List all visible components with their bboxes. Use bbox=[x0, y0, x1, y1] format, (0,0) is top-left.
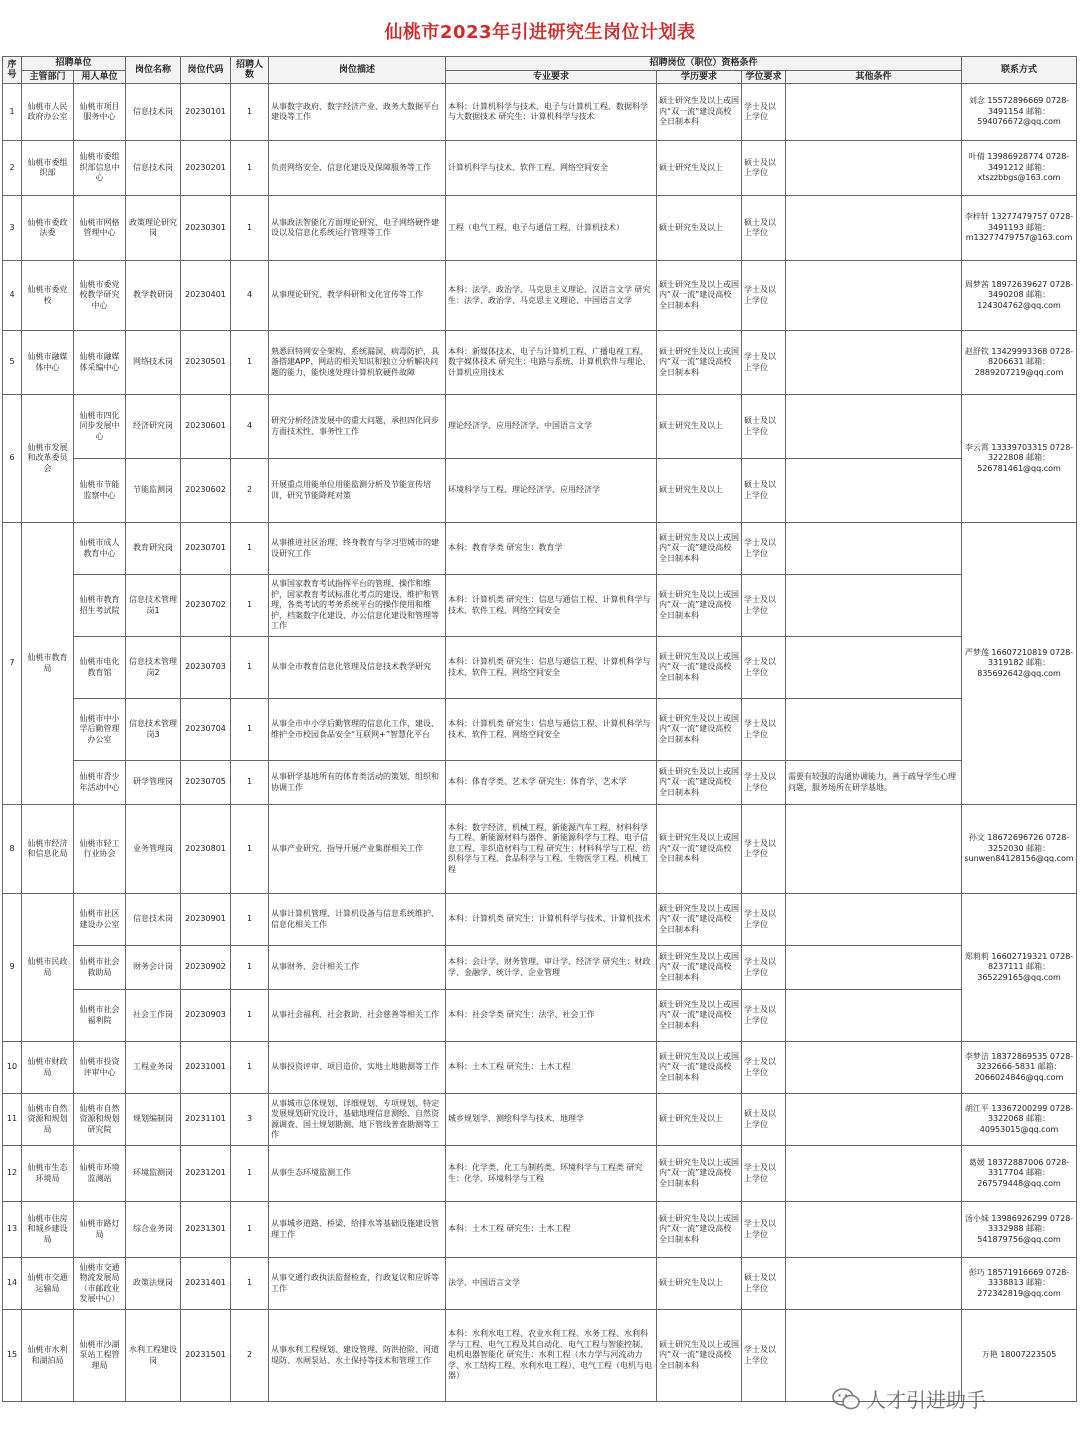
other-cell bbox=[786, 990, 962, 1042]
seq-cell: 13 bbox=[3, 1202, 22, 1258]
employer-cell: 仙桃市教育招生考试院 bbox=[74, 575, 126, 637]
dept-cell: 仙桃市人民政府办公室 bbox=[22, 84, 74, 141]
header-other: 其他条件 bbox=[786, 70, 962, 84]
major-cell: 城乡规划学、测绘科学与技术、地理学 bbox=[446, 1094, 657, 1146]
degree-cell: 学士及以上学位 bbox=[742, 261, 786, 331]
count-cell: 1 bbox=[231, 331, 269, 395]
count-cell: 4 bbox=[231, 261, 269, 331]
post-name-cell: 信息技术管理岗3 bbox=[126, 699, 181, 761]
employer-cell: 仙桃市自然资源和规划研究院 bbox=[74, 1094, 126, 1146]
other-cell bbox=[786, 1258, 962, 1310]
count-cell: 1 bbox=[231, 637, 269, 699]
employer-cell: 仙桃市投资评审中心 bbox=[74, 1042, 126, 1094]
edu-cell: 硕士研究生及以上或国内“双一流”建设高校全日制本科 bbox=[657, 1202, 742, 1258]
post-name-cell: 环境监测岗 bbox=[126, 1146, 181, 1202]
other-cell bbox=[786, 261, 962, 331]
post-name-cell: 水利工程建设岗 bbox=[126, 1310, 181, 1402]
edu-cell: 硕士研究生及以上或国内“双一流”建设高校全日制本科 bbox=[657, 523, 742, 575]
seq-cell: 2 bbox=[3, 141, 22, 196]
major-cell: 理论经济学、应用经济学、中国语言文学 bbox=[446, 395, 657, 459]
post-name-cell: 政策理论研究岗 bbox=[126, 196, 181, 261]
degree-cell: 硕士及以上学位 bbox=[742, 141, 786, 196]
degree-cell: 学士及以上学位 bbox=[742, 990, 786, 1042]
contact-cell: 彭巧 18571916669 0728-3338813 邮箱：272342819@qq.com bbox=[962, 1258, 1077, 1310]
degree-cell: 硕士及以上学位 bbox=[742, 196, 786, 261]
post-code-cell: 20231501 bbox=[181, 1310, 231, 1402]
contact-cell: 汤小妹 13986926299 0728-3332988 邮箱：541879756@qq.com bbox=[962, 1202, 1077, 1258]
table-row bbox=[3, 699, 1077, 761]
post-name-cell: 信息技术岗 bbox=[126, 84, 181, 141]
employer-cell: 仙桃市路灯局 bbox=[74, 1202, 126, 1258]
employer-cell: 仙桃市轻工行业协会 bbox=[74, 805, 126, 894]
dept-cell: 仙桃市自然资源和规划局 bbox=[22, 1094, 74, 1146]
degree-cell: 学士及以上学位 bbox=[742, 84, 786, 141]
count-cell: 1 bbox=[231, 196, 269, 261]
desc-cell: 从事城市总体规划、详细规划、专项规划、特定发展规划研究设计，基础地理信息测绘、自然资源调查、国土规划勘测、地下管线普查勘测等工作 bbox=[269, 1094, 446, 1146]
seq-cell: 7 bbox=[3, 523, 22, 805]
dept-cell: 仙桃市委政法委 bbox=[22, 196, 74, 261]
post-name-cell: 综合业务岗 bbox=[126, 1202, 181, 1258]
other-cell bbox=[786, 1094, 962, 1146]
other-cell bbox=[786, 141, 962, 196]
desc-cell: 从事社会福利、社会救助、社会慈善等相关工作 bbox=[269, 990, 446, 1042]
seq-cell: 1 bbox=[3, 84, 22, 141]
dept-cell: 仙桃市生态环境局 bbox=[22, 1146, 74, 1202]
dept-cell: 仙桃市教育局 bbox=[22, 523, 74, 805]
table-row bbox=[3, 894, 1077, 946]
post-name-cell: 信息技术管理岗1 bbox=[126, 575, 181, 637]
desc-cell: 从事产业研究、指导开展产业集群相关工作 bbox=[269, 805, 446, 894]
edu-cell: 硕士研究生及以上或国内“双一流”建设高校全日制本科 bbox=[657, 261, 742, 331]
header-major: 专业要求 bbox=[446, 70, 657, 84]
employer-cell: 仙桃市交通物流发展局（市邮政业发展中心） bbox=[74, 1258, 126, 1310]
post-name-cell: 教育研究岗 bbox=[126, 523, 181, 575]
major-cell: 本科：计算机类 研究生：信息与通信工程、计算机科学与技术、软件工程、网络空间安全 bbox=[446, 637, 657, 699]
major-cell: 本科：法学、政治学、马克思主义理论、汉语言文学 研究生：法学、政治学、马克思主义理论、中国语言文学 bbox=[446, 261, 657, 331]
dept-cell: 仙桃市住房和城乡建设局 bbox=[22, 1202, 74, 1258]
desc-cell: 从事全市教育信息化管理及信息技术教学研究 bbox=[269, 637, 446, 699]
desc-cell: 从事交通行政执法监督检查，行政复议和应诉等工作 bbox=[269, 1258, 446, 1310]
other-cell bbox=[786, 699, 962, 761]
count-cell: 2 bbox=[231, 1310, 269, 1402]
employer-cell: 仙桃市中小学后勤管理办公室 bbox=[74, 699, 126, 761]
header-dept: 主管部门 bbox=[22, 70, 74, 84]
degree-cell: 学士及以上学位 bbox=[742, 1310, 786, 1402]
major-cell: 本科：计算机类 研究生：计算机科学与技术、计算机技术 bbox=[446, 894, 657, 946]
seq-cell: 5 bbox=[3, 331, 22, 395]
employer-cell: 仙桃市环境监测站 bbox=[74, 1146, 126, 1202]
post-code-cell: 20230902 bbox=[181, 946, 231, 990]
edu-cell: 硕士研究生及以上 bbox=[657, 141, 742, 196]
edu-cell: 硕士研究生及以上或国内“双一流”建设高校全日制本科 bbox=[657, 1146, 742, 1202]
degree-cell: 学士及以上学位 bbox=[742, 1146, 786, 1202]
count-cell: 2 bbox=[231, 459, 269, 523]
edu-cell: 硕士研究生及以上或国内“双一流”建设高校全日制本科 bbox=[657, 990, 742, 1042]
dept-cell: 仙桃市发展和改革委员会 bbox=[22, 395, 74, 523]
dept-cell: 仙桃市委党校 bbox=[22, 261, 74, 331]
desc-cell: 从事理论研究、教学科研和文化宣传等工作 bbox=[269, 261, 446, 331]
header-req-group: 招聘岗位（职位）资格条件 bbox=[446, 57, 962, 71]
degree-cell: 学士及以上学位 bbox=[742, 946, 786, 990]
edu-cell: 硕士研究生及以上或国内“双一流”建设高校全日制本科 bbox=[657, 699, 742, 761]
count-cell: 1 bbox=[231, 699, 269, 761]
watermark bbox=[832, 1384, 986, 1413]
count-cell: 1 bbox=[231, 990, 269, 1042]
post-code-cell: 20231401 bbox=[181, 1258, 231, 1310]
desc-cell: 从事全市中小学后勤管理的信息化工作，建设、维护全市校园食品安全“互联网+”智慧化平台 bbox=[269, 699, 446, 761]
header-contact: 联系方式 bbox=[962, 57, 1077, 84]
table-row bbox=[3, 1258, 1077, 1310]
desc-cell: 从事城乡道路、桥梁、给排水等基础设施建设管理工作 bbox=[269, 1202, 446, 1258]
employer-cell: 仙桃市电化教育馆 bbox=[74, 637, 126, 699]
employer-cell: 仙桃市委党校教学研究中心 bbox=[74, 261, 126, 331]
major-cell: 计算机科学与技术、软件工程、网络空间安全 bbox=[446, 141, 657, 196]
count-cell: 1 bbox=[231, 523, 269, 575]
header-desc: 岗位描述 bbox=[269, 57, 446, 84]
employer-cell: 仙桃市网格管理中心 bbox=[74, 196, 126, 261]
degree-cell: 学士及以上学位 bbox=[742, 805, 786, 894]
major-cell: 环境科学与工程、理论经济学、应用经济学 bbox=[446, 459, 657, 523]
post-code-cell: 20230703 bbox=[181, 637, 231, 699]
seq-cell: 4 bbox=[3, 261, 22, 331]
employer-cell: 仙桃市融媒体采编中心 bbox=[74, 331, 126, 395]
major-cell: 本科：化学类、化工与制药类、环境科学与工程类 研究生：化学、环境科学与工程 bbox=[446, 1146, 657, 1202]
desc-cell: 从事财务、会计相关工作 bbox=[269, 946, 446, 990]
contact-cell: 叶倩 13986928774 0728-3491212 邮箱：xtszzbbgs@163.com bbox=[962, 141, 1077, 196]
post-code-cell: 20230401 bbox=[181, 261, 231, 331]
contact-cell: 赵舒钦 13429993368 0728-8206631 邮箱：2889207219@qq.com bbox=[962, 331, 1077, 395]
dept-cell: 仙桃市经济和信息化局 bbox=[22, 805, 74, 894]
desc-cell: 开展重点用能单位用能监测分析及节能宣传培训，研究节能降耗对策 bbox=[269, 459, 446, 523]
dept-cell: 仙桃市民政局 bbox=[22, 894, 74, 1042]
page-title: 仙桃市2023年引进研究生岗位计划表 bbox=[384, 22, 696, 43]
edu-cell: 硕士研究生及以上 bbox=[657, 459, 742, 523]
contact-cell: 胡江平 13367200299 0728-3322068 邮箱：40953015@qq.com bbox=[962, 1094, 1077, 1146]
desc-cell: 研究分析经济发展中的重大问题，承担四化同步方面技术性、事务性工作 bbox=[269, 395, 446, 459]
contact-cell: 李梦洁 18372869535 0728-3232666-5831 邮箱：2066024846@qq.com bbox=[962, 1042, 1077, 1094]
table-row bbox=[3, 1042, 1077, 1094]
contact-cell: 严梦莲 16607210819 0728-3319182 邮箱：835692642@qq.com bbox=[962, 523, 1077, 805]
post-name-cell: 节能监测岗 bbox=[126, 459, 181, 523]
dept-cell: 仙桃市财政局 bbox=[22, 1042, 74, 1094]
header-seq: 序号 bbox=[3, 57, 22, 84]
other-cell bbox=[786, 459, 962, 523]
seq-cell: 3 bbox=[3, 196, 22, 261]
employer-cell: 仙桃市沙湖泵站工程管理局 bbox=[74, 1310, 126, 1402]
count-cell: 1 bbox=[231, 1042, 269, 1094]
edu-cell: 硕士研究生及以上 bbox=[657, 196, 742, 261]
employer-cell: 仙桃市青少年活动中心 bbox=[74, 761, 126, 805]
degree-cell: 硕士及以上学位 bbox=[742, 459, 786, 523]
employer-cell: 仙桃市委组织部信息中心 bbox=[74, 141, 126, 196]
table-row bbox=[3, 459, 1077, 523]
desc-cell: 从事数字政府、数字经济产业、政务大数据平台建设等工作 bbox=[269, 84, 446, 141]
post-name-cell: 信息技术岗 bbox=[126, 141, 181, 196]
major-cell: 本科：计算机类 研究生：信息与通信工程、计算机科学与技术、软件工程、网络空间安全 bbox=[446, 699, 657, 761]
seq-cell: 12 bbox=[3, 1146, 22, 1202]
wechat-icon bbox=[832, 1388, 860, 1410]
count-cell: 1 bbox=[231, 894, 269, 946]
other-cell bbox=[786, 894, 962, 946]
other-cell bbox=[786, 84, 962, 141]
post-name-cell: 业务管理岗 bbox=[126, 805, 181, 894]
post-code-cell: 20230301 bbox=[181, 196, 231, 261]
degree-cell: 学士及以上学位 bbox=[742, 637, 786, 699]
employer-cell: 仙桃市社会福利院 bbox=[74, 990, 126, 1042]
header-employer: 用人单位 bbox=[74, 70, 126, 84]
employer-cell: 仙桃市社会救助局 bbox=[74, 946, 126, 990]
post-name-cell: 信息技术管理岗2 bbox=[126, 637, 181, 699]
other-cell: 需要有较强的沟通协调能力，善于疏导学生心理问题，服务场所在研学基地。 bbox=[786, 761, 962, 805]
post-code-cell: 20231001 bbox=[181, 1042, 231, 1094]
degree-cell: 学士及以上学位 bbox=[742, 761, 786, 805]
post-name-cell: 财务会计岗 bbox=[126, 946, 181, 990]
employer-cell: 仙桃市节能监察中心 bbox=[74, 459, 126, 523]
other-cell bbox=[786, 523, 962, 575]
major-cell: 本科：土木工程 研究生：土木工程 bbox=[446, 1202, 657, 1258]
edu-cell: 硕士研究生及以上或国内“双一流”建设高校全日制本科 bbox=[657, 1310, 742, 1402]
edu-cell: 硕士研究生及以上或国内“双一流”建设高校全日制本科 bbox=[657, 1042, 742, 1094]
degree-cell: 学士及以上学位 bbox=[742, 1202, 786, 1258]
table-row bbox=[3, 761, 1077, 805]
other-cell bbox=[786, 946, 962, 990]
degree-cell: 硕士及以上学位 bbox=[742, 1094, 786, 1146]
header-edu: 学历要求 bbox=[657, 70, 742, 84]
table-row bbox=[3, 1146, 1077, 1202]
post-name-cell: 研学管理岗 bbox=[126, 761, 181, 805]
post-name-cell: 规划编制岗 bbox=[126, 1094, 181, 1146]
table-row bbox=[3, 395, 1077, 459]
post-code-cell: 20230901 bbox=[181, 894, 231, 946]
post-name-cell: 工程业务岗 bbox=[126, 1042, 181, 1094]
major-cell: 本科：社会学类 研究生：法学、社会工作 bbox=[446, 990, 657, 1042]
post-name-cell: 经济研究岗 bbox=[126, 395, 181, 459]
table-row bbox=[3, 1094, 1077, 1146]
other-cell bbox=[786, 1146, 962, 1202]
count-cell: 1 bbox=[231, 84, 269, 141]
contact-cell: 葛媛 18372887006 0728-3317704 邮箱：267579448@qq.com bbox=[962, 1146, 1077, 1202]
edu-cell: 硕士研究生及以上或国内“双一流”建设高校全日制本科 bbox=[657, 575, 742, 637]
degree-cell: 学士及以上学位 bbox=[742, 575, 786, 637]
table-row bbox=[3, 1202, 1077, 1258]
post-code-cell: 20230903 bbox=[181, 990, 231, 1042]
dept-cell: 仙桃市交通运输局 bbox=[22, 1258, 74, 1310]
edu-cell: 硕士研究生及以上或国内“双一流”建设高校全日制本科 bbox=[657, 331, 742, 395]
post-code-cell: 20231101 bbox=[181, 1094, 231, 1146]
count-cell: 3 bbox=[231, 1094, 269, 1146]
desc-cell: 从事水利工程规划、建设管理、防洪抢险、河道堤防、水闸泵站、水土保持等技术和管理工作 bbox=[269, 1310, 446, 1402]
major-cell: 本科：土木工程 研究生：土木工程 bbox=[446, 1042, 657, 1094]
table-row bbox=[3, 805, 1077, 894]
major-cell: 本科：计算机类 研究生：信息与通信工程、计算机科学与技术、软件工程、网络空间安全 bbox=[446, 575, 657, 637]
count-cell: 1 bbox=[231, 805, 269, 894]
major-cell: 法学、中国语言文学 bbox=[446, 1258, 657, 1310]
desc-cell: 从事国家教育考试指挥平台的管理、操作和维护，国家教育考试标准化考点的建设、维护和管理，各类考试的考务系统平台的操作使用和维护，档案数字化建设、办公信息化建设和管理等工作 bbox=[269, 575, 446, 637]
post-code-cell: 20230704 bbox=[181, 699, 231, 761]
contact-cell: 孙文 18672696726 0728-3252030 邮箱：sunwen84128156@qq.com bbox=[962, 805, 1077, 894]
edu-cell: 硕士研究生及以上或国内“双一流”建设高校全日制本科 bbox=[657, 84, 742, 141]
header-post-code: 岗位代码 bbox=[181, 57, 231, 84]
post-code-cell: 20230602 bbox=[181, 459, 231, 523]
header-post-name: 岗位名称 bbox=[126, 57, 181, 84]
edu-cell: 硕士研究生及以上或国内“双一流”建设高校全日制本科 bbox=[657, 761, 742, 805]
post-name-cell: 信息技术岗 bbox=[126, 894, 181, 946]
count-cell: 1 bbox=[231, 575, 269, 637]
major-cell: 工程（电气工程、电子与通信工程、计算机技术） bbox=[446, 196, 657, 261]
dept-cell: 仙桃市委组织部 bbox=[22, 141, 74, 196]
table-row bbox=[3, 637, 1077, 699]
count-cell: 4 bbox=[231, 395, 269, 459]
seq-cell: 11 bbox=[3, 1094, 22, 1146]
header-unit-group: 招聘单位 bbox=[22, 57, 126, 71]
employer-cell: 仙桃市社区建设办公室 bbox=[74, 894, 126, 946]
degree-cell: 学士及以上学位 bbox=[742, 331, 786, 395]
edu-cell: 硕士研究生及以上或国内“双一流”建设高校全日制本科 bbox=[657, 894, 742, 946]
header-degree: 学位要求 bbox=[742, 70, 786, 84]
desc-cell: 从事计算机管理、计算机设备与信息系统维护、信息化相关工作 bbox=[269, 894, 446, 946]
plan-table bbox=[2, 56, 1077, 1402]
edu-cell: 硕士研究生及以上 bbox=[657, 1094, 742, 1146]
contact-cell: 郑莉莉 16602719321 0728-8237111 邮箱：365229165@qq.com bbox=[962, 894, 1077, 1042]
contact-cell: 李梓轩 13277479757 0728-3491193 邮箱：m13277479757@163.com bbox=[962, 196, 1077, 261]
seq-cell: 15 bbox=[3, 1310, 22, 1402]
table-row bbox=[3, 261, 1077, 331]
count-cell: 1 bbox=[231, 1258, 269, 1310]
seq-cell: 14 bbox=[3, 1258, 22, 1310]
other-cell bbox=[786, 331, 962, 395]
post-name-cell: 社会工作岗 bbox=[126, 990, 181, 1042]
major-cell: 本科：新媒体技术、电子与计算机工程、广播电视工程、数字媒体技术 研究生：电路与系统、计算机软件与理论、计算机应用技术 bbox=[446, 331, 657, 395]
table-row bbox=[3, 946, 1077, 990]
other-cell bbox=[786, 196, 962, 261]
post-code-cell: 20230801 bbox=[181, 805, 231, 894]
table-row bbox=[3, 141, 1077, 196]
post-name-cell: 网络技术岗 bbox=[126, 331, 181, 395]
other-cell bbox=[786, 395, 962, 459]
employer-cell: 仙桃市项目服务中心 bbox=[74, 84, 126, 141]
seq-cell: 8 bbox=[3, 805, 22, 894]
degree-cell: 学士及以上学位 bbox=[742, 1042, 786, 1094]
other-cell bbox=[786, 805, 962, 894]
header-count: 招聘人数 bbox=[231, 57, 269, 84]
edu-cell: 硕士研究生及以上 bbox=[657, 395, 742, 459]
desc-cell: 从事政法智能化方面理论研究、电子网络硬件建设以及信息化系统运行管理等工作 bbox=[269, 196, 446, 261]
degree-cell: 硕士及以上学位 bbox=[742, 395, 786, 459]
post-code-cell: 20230501 bbox=[181, 331, 231, 395]
other-cell bbox=[786, 1202, 962, 1258]
post-code-cell: 20230101 bbox=[181, 84, 231, 141]
dept-cell: 仙桃市水利和湖泊局 bbox=[22, 1310, 74, 1402]
count-cell: 1 bbox=[231, 141, 269, 196]
major-cell: 本科：会计学、财务管理、审计学、经济学 研究生：财政学、金融学、统计学、企业管理 bbox=[446, 946, 657, 990]
major-cell: 本科：数字经济、机械工程、新能源汽车工程、材料科学与工程、新能源材料与器件、新能源科学与工程、电子信息工程、非织造材料与工程 研究生：材料科学与工程、纺织科学与工程、食品科学与工程、生物医学工程、机械工程 bbox=[446, 805, 657, 894]
contact-cell: 李云霄 13339703315 0728-3222808 邮箱：526781461@qq.com bbox=[962, 395, 1077, 523]
major-cell: 本科：水利水电工程、农业水利工程、水务工程、水利科学与工程、电气工程及其自动化、电气工程与智能控制、电机电器智能化 研究生：水利工程（水力学与河流动力学、水工结构工程、水利水电工程）、电气工程（电机与电器） bbox=[446, 1310, 657, 1402]
count-cell: 1 bbox=[231, 1202, 269, 1258]
watermark-text: 人才引进助手 bbox=[866, 1388, 986, 1412]
major-cell: 本科：体育学类、艺术学 研究生：体育学、艺术学 bbox=[446, 761, 657, 805]
desc-cell: 从事投资评审、项目造价、实地土地勘测等工作 bbox=[269, 1042, 446, 1094]
table-row bbox=[3, 196, 1077, 261]
seq-cell: 10 bbox=[3, 1042, 22, 1094]
post-code-cell: 20231201 bbox=[181, 1146, 231, 1202]
table-row bbox=[3, 523, 1077, 575]
other-cell bbox=[786, 1042, 962, 1094]
major-cell: 本科：教育学类 研究生：教育学 bbox=[446, 523, 657, 575]
contact-cell: 周梦茜 18972639627 0728-3490208 邮箱：124304762@qq.com bbox=[962, 261, 1077, 331]
desc-cell: 熟悉回特网安全架构、系统漏洞、病毒防护，具备搭建APP、网站的相关知识和独立分析解决问题的能力，能快速处理计算机软硬件故障 bbox=[269, 331, 446, 395]
edu-cell: 硕士研究生及以上 bbox=[657, 1258, 742, 1310]
dept-cell: 仙桃市融媒体中心 bbox=[22, 331, 74, 395]
post-code-cell: 20230701 bbox=[181, 523, 231, 575]
post-code-cell: 20230201 bbox=[181, 141, 231, 196]
contact-cell: 万艳 18007223505 bbox=[962, 1310, 1077, 1402]
table-row bbox=[3, 331, 1077, 395]
degree-cell: 学士及以上学位 bbox=[742, 699, 786, 761]
header-row-1 bbox=[3, 57, 1077, 71]
edu-cell: 硕士研究生及以上或国内“双一流”建设高校全日制本科 bbox=[657, 805, 742, 894]
other-cell bbox=[786, 575, 962, 637]
major-cell: 本科：计算机科学与技术、电子与计算机工程、数据科学与大数据技术 研究生：计算机科学与技术 bbox=[446, 84, 657, 141]
contact-cell: 刘念 15572896669 0728-3491154 邮箱：594076672@qq.com bbox=[962, 84, 1077, 141]
post-code-cell: 20231301 bbox=[181, 1202, 231, 1258]
employer-cell: 仙桃市成人教育中心 bbox=[74, 523, 126, 575]
degree-cell: 硕士及以上学位 bbox=[742, 1258, 786, 1310]
post-name-cell: 教学教研岗 bbox=[126, 261, 181, 331]
desc-cell: 从事生态环境监测工作 bbox=[269, 1146, 446, 1202]
edu-cell: 硕士研究生及以上或国内“双一流”建设高校全日制本科 bbox=[657, 637, 742, 699]
table-row bbox=[3, 990, 1077, 1042]
post-code-cell: 20230601 bbox=[181, 395, 231, 459]
table-row bbox=[3, 84, 1077, 141]
post-code-cell: 20230705 bbox=[181, 761, 231, 805]
employer-cell: 仙桃市四化同步发展中心 bbox=[74, 395, 126, 459]
count-cell: 1 bbox=[231, 1146, 269, 1202]
edu-cell: 硕士研究生及以上或国内“双一流”建设高校全日制本科 bbox=[657, 946, 742, 990]
seq-cell: 6 bbox=[3, 395, 22, 523]
count-cell: 1 bbox=[231, 761, 269, 805]
seq-cell: 9 bbox=[3, 894, 22, 1042]
post-code-cell: 20230702 bbox=[181, 575, 231, 637]
degree-cell: 学士及以上学位 bbox=[742, 894, 786, 946]
count-cell: 1 bbox=[231, 946, 269, 990]
table-row bbox=[3, 575, 1077, 637]
other-cell bbox=[786, 637, 962, 699]
desc-cell: 负责网络安全、信息化建设及保障服务等工作 bbox=[269, 141, 446, 196]
post-name-cell: 政策法规岗 bbox=[126, 1258, 181, 1310]
degree-cell: 学士及以上学位 bbox=[742, 523, 786, 575]
desc-cell: 从事研学基地所有的体育类活动的策划、组织和协调工作 bbox=[269, 761, 446, 805]
desc-cell: 从事推进社区治理、终身教育与学习型城市的建设研究工作 bbox=[269, 523, 446, 575]
